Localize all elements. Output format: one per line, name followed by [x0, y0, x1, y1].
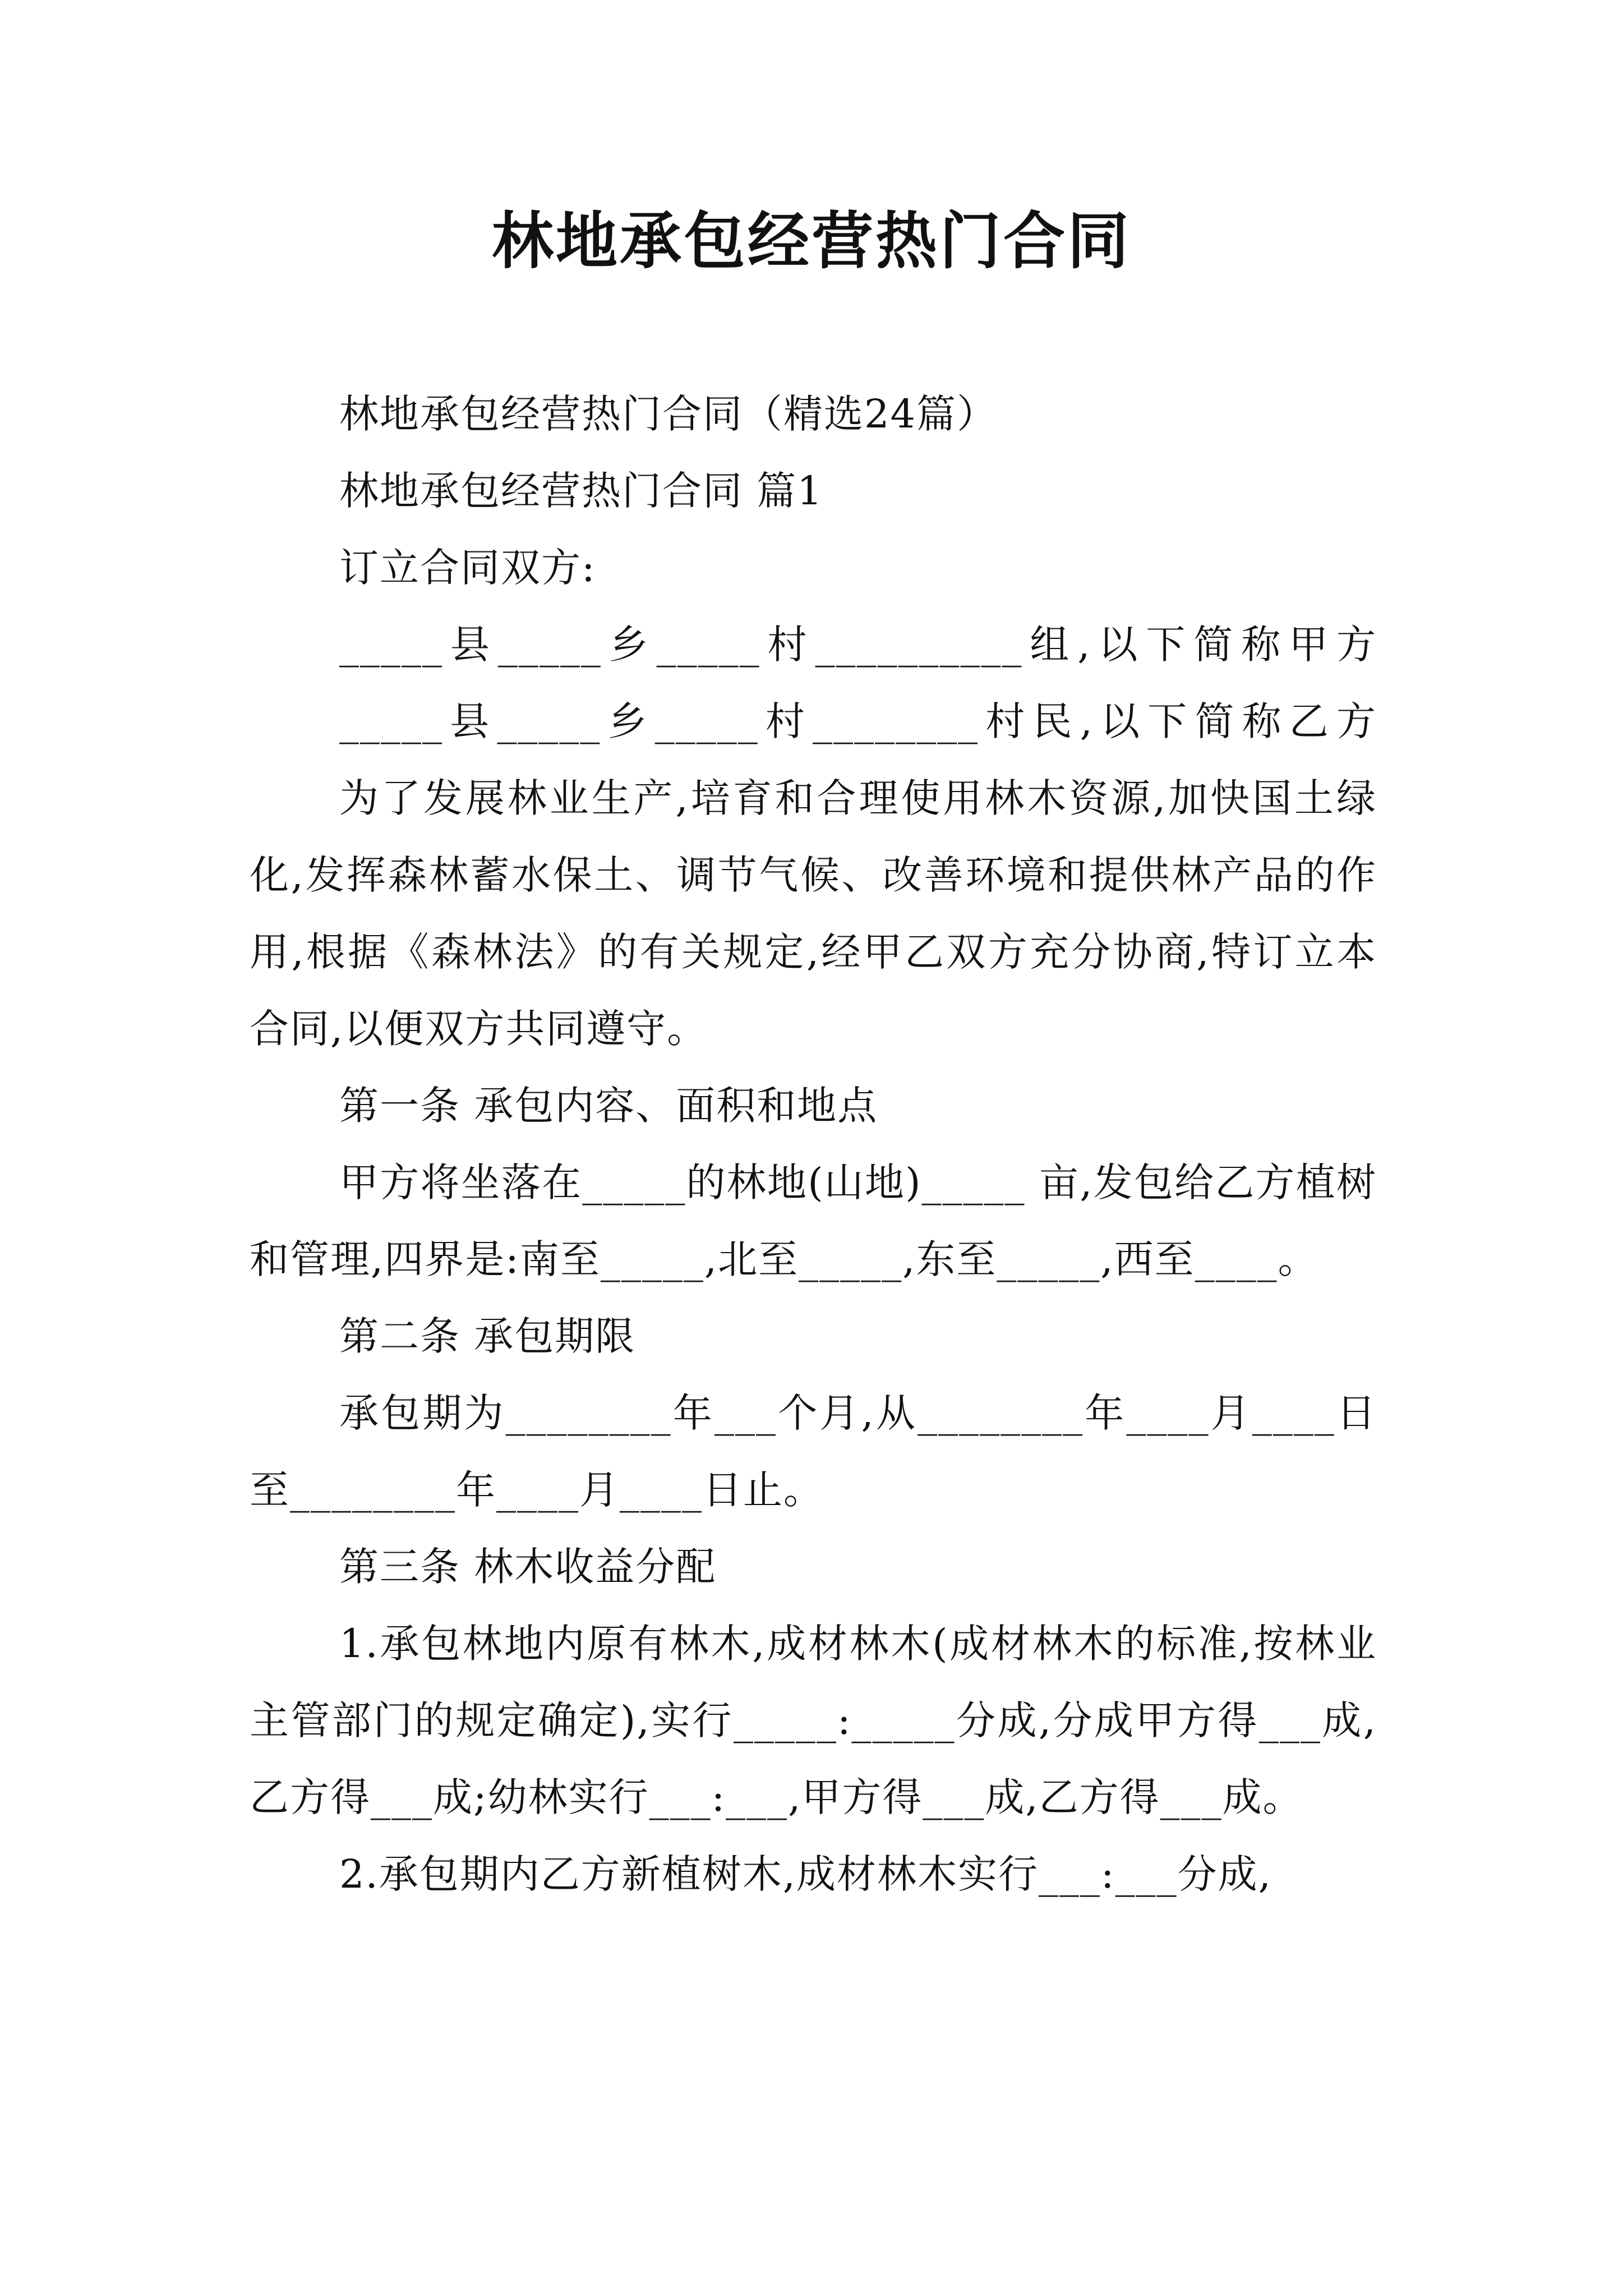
document-title: 林地承包经营热门合同	[492, 205, 1131, 277]
paragraph-article-1-heading: 第一条 承包内容、面积和地点	[339, 1083, 878, 1129]
paragraph-parties-label: 订立合同双方:	[339, 545, 596, 591]
paragraph-article-3-item-2: 2.承包期内乙方新植树木,成材林木实行___:___分成,	[339, 1851, 1272, 1897]
paragraph-article-1-body: 甲方将坐落在_____的林地(山地)_____ 亩,发包给乙方植树和管理,四界是:南至_____,北至_____,东至_____,西至____。	[250, 1159, 1377, 1282]
paragraph-party-b: _____县_____乡_____村________村民,以下简称乙方	[339, 698, 1377, 744]
paragraph-article-2-heading: 第二条 承包期限	[339, 1313, 636, 1359]
paragraph-article-3-item-1: 1.承包林地内原有林木,成材林木(成材林木的标准,按林业主管部门的规定确定),实行_____:_____分成,分成甲方得___成,乙方得___成;幼林实行___:___,甲方得___成,乙方得___成。	[250, 1621, 1377, 1820]
paragraph-party-a: _____县_____乡_____村__________组,以下简称甲方	[339, 622, 1377, 668]
paragraph-article-2-body: 承包期为________年___个月,从________年____月____日至________年____月____日止。	[250, 1390, 1377, 1513]
document-body	[250, 376, 1377, 1913]
paragraph-preamble: 为了发展林业生产,培育和合理使用林木资源,加快国土绿化,发挥森林蓄水保土、调节气候、改善环境和提供林产品的作用,根据《森林法》的有关规定,经甲乙双方充分协商,特订立本合同,以便双方共同遵守。	[250, 775, 1377, 1052]
paragraph-subtitle: 林地承包经营热门合同（精选24篇）	[339, 391, 998, 437]
paragraph-article-3-heading: 第三条 林木收益分配	[339, 1544, 717, 1590]
paragraph-section-heading: 林地承包经营热门合同 篇1	[339, 468, 823, 514]
